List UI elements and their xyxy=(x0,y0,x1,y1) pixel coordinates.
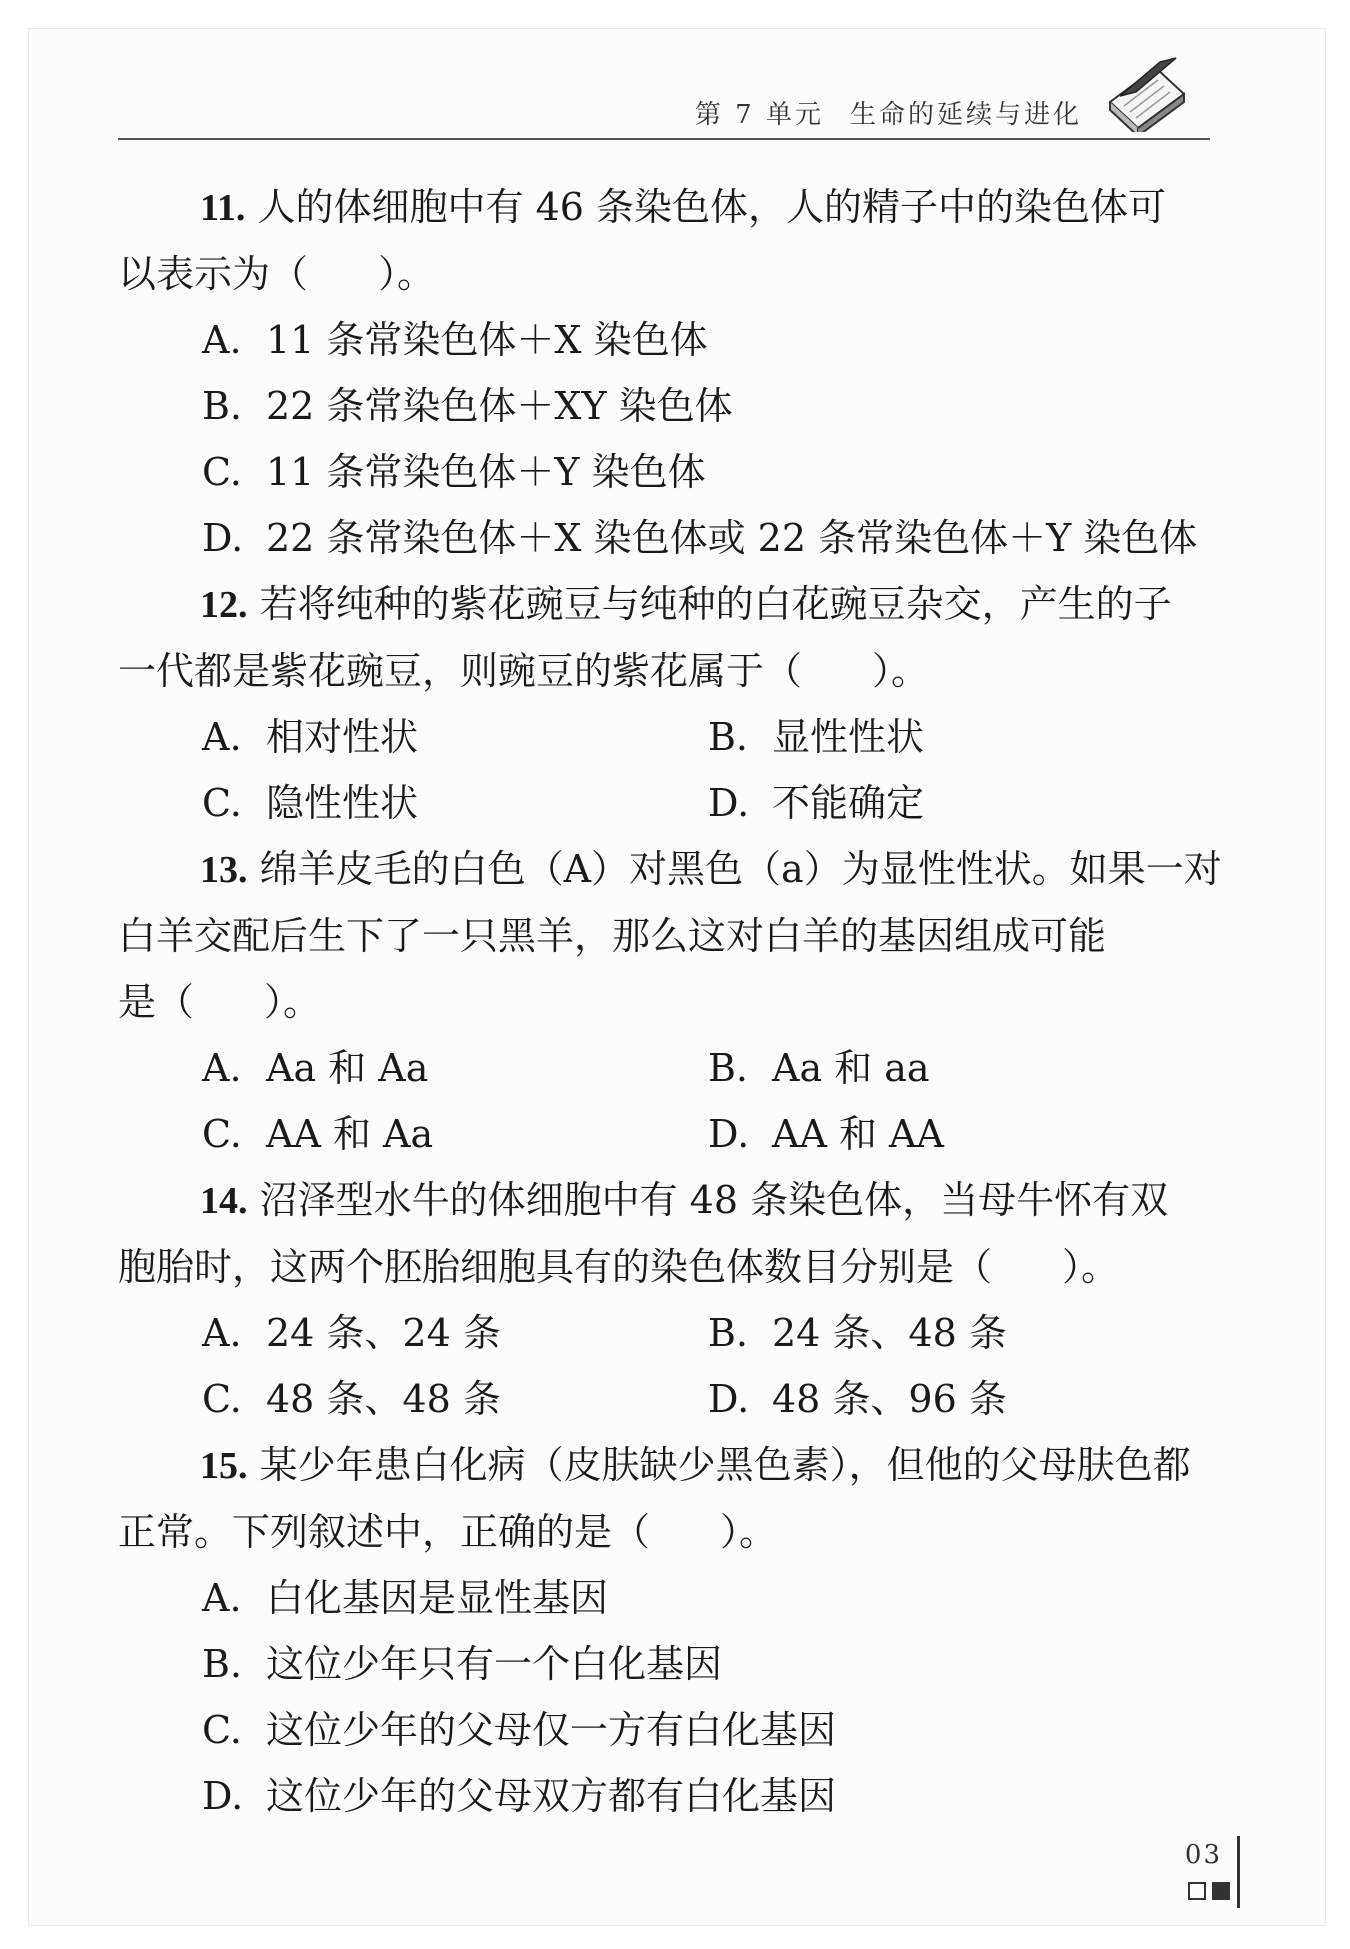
option-b: B. 24 条、48 条 xyxy=(708,1311,1007,1355)
book-icon xyxy=(1102,50,1190,132)
question-list xyxy=(118,174,1222,1829)
option-b: B. 显性性状 xyxy=(708,715,925,759)
question-stem: 一代都是紫花豌豆，则豌豆的紫花属于（ xyxy=(118,649,803,693)
option-a: A. 24 条、24 条 xyxy=(202,1311,501,1355)
option-a: A. 相对性状 xyxy=(202,715,419,759)
running-header xyxy=(118,92,1210,140)
question-stem: 人的体细胞中有 46 条染色体，人的精子中的染色体可 xyxy=(257,185,1167,229)
option-d: D. 不能确定 xyxy=(708,781,925,825)
question-11: 11. 人的体细胞中有 46 条染色体，人的精子中的染色体可 以表示为（ ）。 A. 11 条常染色体＋X 染色体 B. 22 条常染色体＋XY 染色体 C. 11 条常染色体＋Y 染色体 D. 22 条常染色体＋X 染色体或 22 条常染色体＋Y 染色体 xyxy=(118,174,1214,571)
question-stem: 沼泽型水牛的体细胞中有 48 条染色体，当母牛怀有双 xyxy=(259,1178,1169,1222)
question-number: 13. xyxy=(200,849,248,891)
option-d: D. 48 条、96 条 xyxy=(708,1377,1007,1421)
option-c: C. 这位少年的父母仅一方有白化基因 xyxy=(202,1708,837,1752)
question-15: 15. 某少年患白化病（皮肤缺少黑色素），但他的父母肤色都 正常。下列叙述中，正确的是（ ）。 A. 白化基因是显性基因 B. 这位少年只有一个白化基因 C. 这位少年的父母仅一方有白化基因 D. 这位少年的父母双方都有白化基因 xyxy=(118,1432,1214,1829)
question-12: 12. 若将纯种的紫花豌豆与纯种的白花豌豆杂交，产生的子 一代都是紫花豌豆，则豌豆的紫花属于（ ）。 A. 相对性状 B. 显性性状 C. 隐性性状 D. 不能确定 xyxy=(118,571,1214,836)
option-a: A. 11 条常染色体＋X 染色体 xyxy=(202,318,708,362)
option-a: A. 白化基因是显性基因 xyxy=(202,1576,609,1620)
question-stem: 绵羊皮毛的白色（A）对黑色（a）为显性性状。如果一对 xyxy=(259,847,1222,891)
question-stem: 是（ xyxy=(118,980,195,1024)
question-number: 14. xyxy=(200,1180,248,1222)
question-13: 13. 绵羊皮毛的白色（A）对黑色（a）为显性性状。如果一对 白羊交配后生下了一只黑羊，那么这对白羊的基因组成可能 是（ ）。 A. Aa 和 Aa B. Aa 和 aa C. AA 和 Aa D. AA 和 AA xyxy=(118,836,1214,1167)
unit-title: 生命的延续与进化 xyxy=(849,100,1082,130)
option-d: D. AA 和 AA xyxy=(708,1112,944,1156)
question-stem: 以表示为（ xyxy=(118,252,309,296)
option-c: C. 48 条、48 条 xyxy=(202,1377,501,1421)
option-d: D. 这位少年的父母双方都有白化基因 xyxy=(202,1774,837,1818)
header-text xyxy=(695,94,1082,131)
option-c: C. AA 和 Aa xyxy=(202,1112,434,1156)
question-stem: 白羊交配后生下了一只黑羊，那么这对白羊的基因组成可能 xyxy=(118,914,1107,958)
question-14: 14. 沼泽型水牛的体细胞中有 48 条染色体，当母牛怀有双 胞胎时，这两个胚胎细胞具有的染色体数目分别是（ ）。 A. 24 条、24 条 B. 24 条、48 条 C. 48 条、48 条 D. 48 条、96 条 xyxy=(118,1167,1214,1432)
unit-label: 第 7 单元 xyxy=(694,100,824,130)
page-number: 03 xyxy=(1184,1840,1222,1870)
page-footer xyxy=(1164,1836,1244,1908)
question-stem: 某少年患白化病（皮肤缺少黑色素），但他的父母肤色都 xyxy=(259,1443,1191,1487)
question-stem: 胞胎时，这两个胚胎细胞具有的染色体数目分别是（ xyxy=(118,1245,993,1289)
option-a: A. Aa 和 Aa xyxy=(202,1046,429,1090)
option-c: C. 11 条常染色体＋Y 染色体 xyxy=(202,450,706,494)
option-b: B. 22 条常染色体＋XY 染色体 xyxy=(202,384,733,428)
option-c: C. 隐性性状 xyxy=(202,781,419,825)
option-d: D. 22 条常染色体＋X 染色体或 22 条常染色体＋Y 染色体 xyxy=(202,516,1198,560)
footer-rule xyxy=(1237,1836,1240,1908)
question-stem: 正常。下列叙述中，正确的是（ xyxy=(118,1510,651,1554)
empty-square-icon xyxy=(1188,1882,1206,1900)
question-number: 12. xyxy=(200,584,248,626)
question-stem: 若将纯种的紫花豌豆与纯种的白花豌豆杂交，产生的子 xyxy=(259,582,1172,626)
filled-square-icon xyxy=(1212,1882,1230,1900)
question-number: 15. xyxy=(200,1445,248,1487)
option-b: B. Aa 和 aa xyxy=(708,1046,930,1090)
option-b: B. 这位少年只有一个白化基因 xyxy=(202,1642,723,1686)
question-number: 11. xyxy=(200,187,246,229)
